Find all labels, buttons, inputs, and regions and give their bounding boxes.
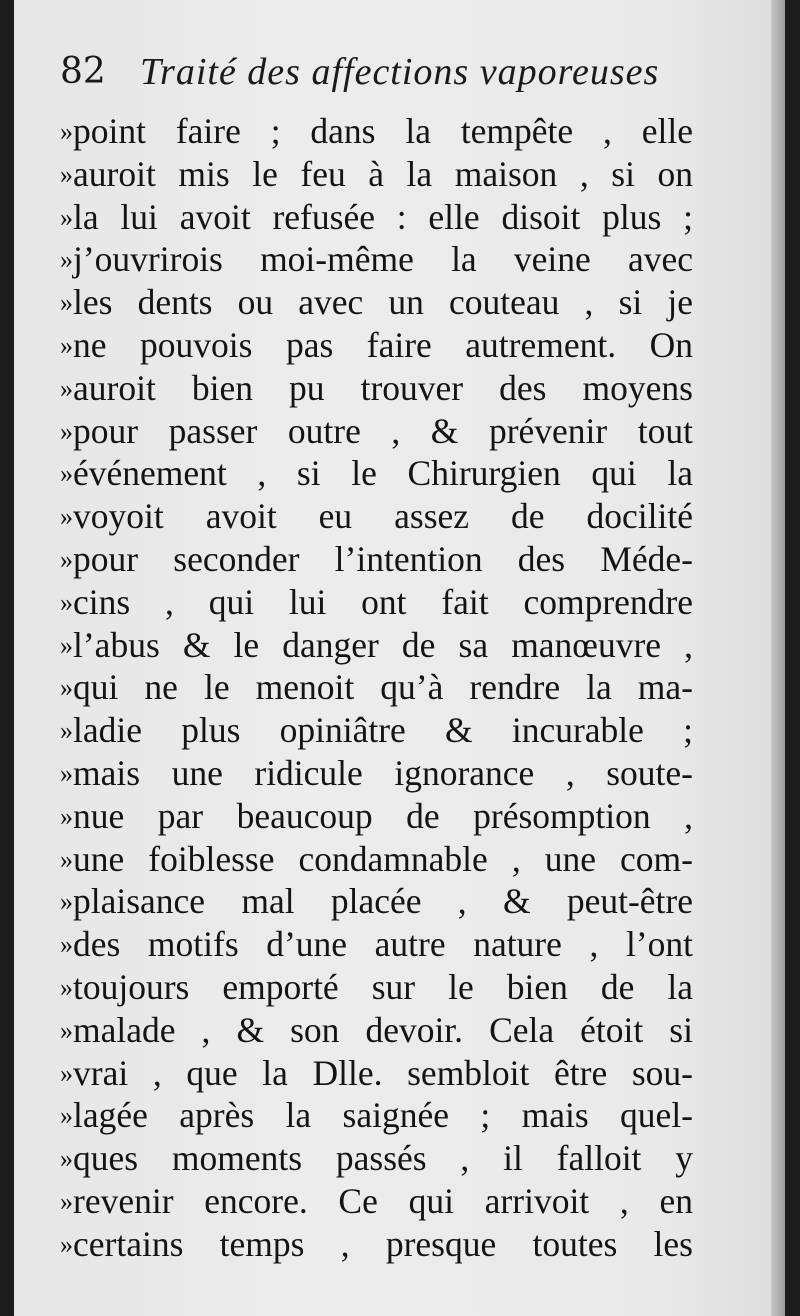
quote-mark: »	[60, 930, 71, 960]
text-line: »ne pouvois pas faire autrement. On	[60, 324, 693, 365]
quote-mark: »	[60, 887, 71, 917]
quote-mark: »	[60, 202, 71, 232]
text-line: »voyoit avoit eu assez de docilité	[60, 496, 693, 537]
quote-mark: »	[60, 245, 71, 275]
text-line: »les dents ou avec un couteau , si je	[60, 282, 693, 323]
text-line: »cins , qui lui ont fait comprendre	[60, 581, 693, 622]
text-line: »vrai , que la Dlle. sembloit être sou-	[60, 1052, 693, 1093]
text-line: »nue par beaucoup de présomption ,	[60, 795, 693, 836]
text-line: »la lui avoit refusée : elle disoit plus ;	[60, 196, 693, 237]
text-line: »une foiblesse condamnable , une com-	[60, 838, 693, 879]
quote-mark: »	[60, 502, 71, 532]
quote-mark: »	[60, 758, 71, 788]
text-line: »revenir encore. Ce qui arrivoit , en	[60, 1180, 693, 1221]
quote-mark: »	[60, 630, 71, 660]
text-line: »pour passer outre , & prévenir tout	[60, 410, 693, 451]
book-page	[14, 0, 785, 1316]
quote-mark: »	[60, 459, 71, 489]
quote-mark: »	[60, 1101, 71, 1131]
text-line: »certains temps , presque toutes les	[60, 1223, 693, 1264]
quote-mark: »	[60, 288, 71, 318]
page-edge-shadow	[771, 0, 785, 1316]
text-line: »j’ouvrirois moi-même la veine avec	[60, 239, 693, 280]
text-line: »pour seconder l’intention des Méde-	[60, 538, 693, 579]
running-title: Traité des affections vaporeuses	[140, 51, 660, 93]
text-line: »toujours emporté sur le bien de la	[60, 966, 693, 1007]
quote-mark: »	[60, 159, 71, 189]
quote-mark: »	[60, 1058, 71, 1088]
quote-mark: »	[60, 587, 71, 617]
text-line: »l’abus & le danger de sa manœuvre ,	[60, 624, 693, 665]
quote-mark: »	[60, 373, 71, 403]
quote-mark: »	[60, 1229, 71, 1259]
text-line: »malade , & son devoir. Cela étoit si	[60, 1009, 693, 1050]
quote-mark: »	[60, 1186, 71, 1216]
text-line: »auroit mis le feu à la maison , si on	[60, 153, 693, 194]
text-line: »point faire ; dans la tempête , elle	[60, 111, 693, 151]
text-line: »ladie plus opiniâtre & incurable ;	[60, 710, 693, 751]
body-text	[60, 110, 693, 1266]
quote-mark: »	[60, 1144, 71, 1174]
quote-mark: »	[60, 844, 71, 874]
text-line: »lagée après la saignée ; mais quel-	[60, 1095, 693, 1136]
quote-mark: »	[60, 801, 71, 831]
quote-mark: »	[60, 673, 71, 703]
quote-mark: »	[60, 330, 71, 360]
text-line: »qui ne le menoit qu’à rendre la ma-	[60, 667, 693, 708]
text-line: »plaisance mal placée , & peut-être	[60, 881, 693, 922]
text-line: »événement , si le Chirurgien qui la	[60, 453, 693, 494]
page-number: 82	[60, 51, 106, 92]
text-line: »des motifs d’une autre nature , l’ont	[60, 924, 693, 965]
text-line: »auroit bien pu trouver des moyens	[60, 367, 693, 408]
quote-mark: »	[60, 716, 71, 746]
running-head	[60, 42, 680, 98]
text-line: »mais une ridicule ignorance , soute-	[60, 752, 693, 793]
quote-mark: »	[60, 117, 71, 146]
quote-mark: »	[60, 416, 71, 446]
quote-mark: »	[60, 544, 71, 574]
text-line: »ques moments passés , il falloit y	[60, 1138, 693, 1179]
quote-mark: »	[60, 1015, 71, 1045]
quote-mark: »	[60, 972, 71, 1002]
